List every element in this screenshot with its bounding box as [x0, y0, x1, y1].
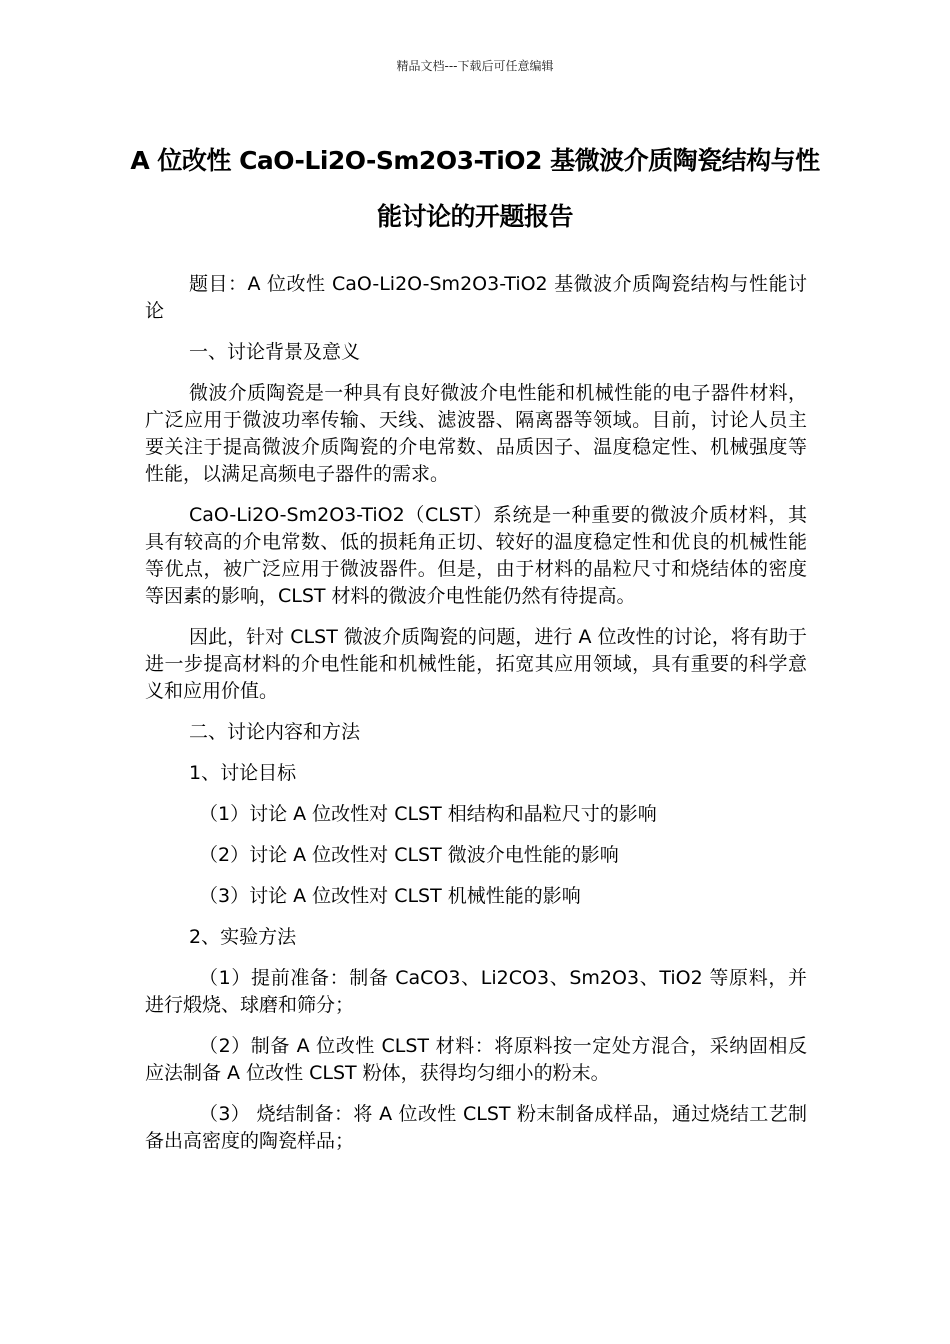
document-title: A 位改性 CaO-Li2O-Sm2O3-TiO2 基微波介质陶瓷结构与性能讨论的开题报告: [130, 146, 820, 231]
subheading-goals: 1、讨论目标: [189, 762, 297, 784]
section-heading-background: 一、讨论背景及意义: [189, 341, 361, 363]
method-item: （3） 烧结制备：将 A 位改性 CLST 粉末制备成样品，通过烧结工艺制备出高密度的陶瓷样品；: [145, 1103, 807, 1152]
section-heading-methods: 二、讨论内容和方法: [189, 721, 361, 743]
document-body: [145, 271, 807, 1169]
paragraph-background-3: 因此，针对 CLST 微波介质陶瓷的问题，进行 A 位改性的讨论，将有助于进一步提高材料的介电性能和机械性能，拓宽其应用领域，具有重要的科学意义和应用价值。: [145, 626, 807, 702]
paragraph-topic: 题目：A 位改性 CaO-Li2O-Sm2O3-TiO2 基微波介质陶瓷结构与性能讨论: [145, 273, 807, 322]
goal-item: （2）讨论 A 位改性对 CLST 微波介电性能的影响: [199, 844, 619, 866]
paragraph-background-2: CaO-Li2O-Sm2O3-TiO2（CLST）系统是一种重要的微波介质材料，其具有较高的介电常数、低的损耗角正切、较好的温度稳定性和优良的机械性能等优点，被广泛应用于微波器件。但是，由于材料的晶粒尺寸和烧结体的密度等因素的影响，CLST 材料的微波介电性能仍然有待提高。: [145, 504, 807, 607]
method-item: （2）制备 A 位改性 CLST 材料：将原料按一定处方混合，采纳固相反应法制备 A 位改性 CLST 粉体，获得均匀细小的粉末。: [145, 1035, 807, 1084]
paragraph-background-1: 微波介质陶瓷是一种具有良好微波介电性能和机械性能的电子器件材料，广泛应用于微波功率传输、天线、滤波器、隔离器等领域。目前，讨论人员主要关注于提高微波介质陶瓷的介电常数、品质因子、温度稳定性、机械强度等性能，以满足高频电子器件的需求。: [145, 382, 807, 485]
page-header: 精品文档---下载后可任意编辑: [396, 59, 554, 73]
goal-item: （1）讨论 A 位改性对 CLST 相结构和晶粒尺寸的影响: [199, 803, 657, 825]
subheading-experiment: 2、实验方法: [189, 926, 297, 948]
method-item: （1）提前准备：制备 CaCO3、Li2CO3、Sm2O3、TiO2 等原料，并进行煅烧、球磨和筛分；: [145, 967, 807, 1016]
goal-item: （3）讨论 A 位改性对 CLST 机械性能的影响: [199, 885, 581, 907]
